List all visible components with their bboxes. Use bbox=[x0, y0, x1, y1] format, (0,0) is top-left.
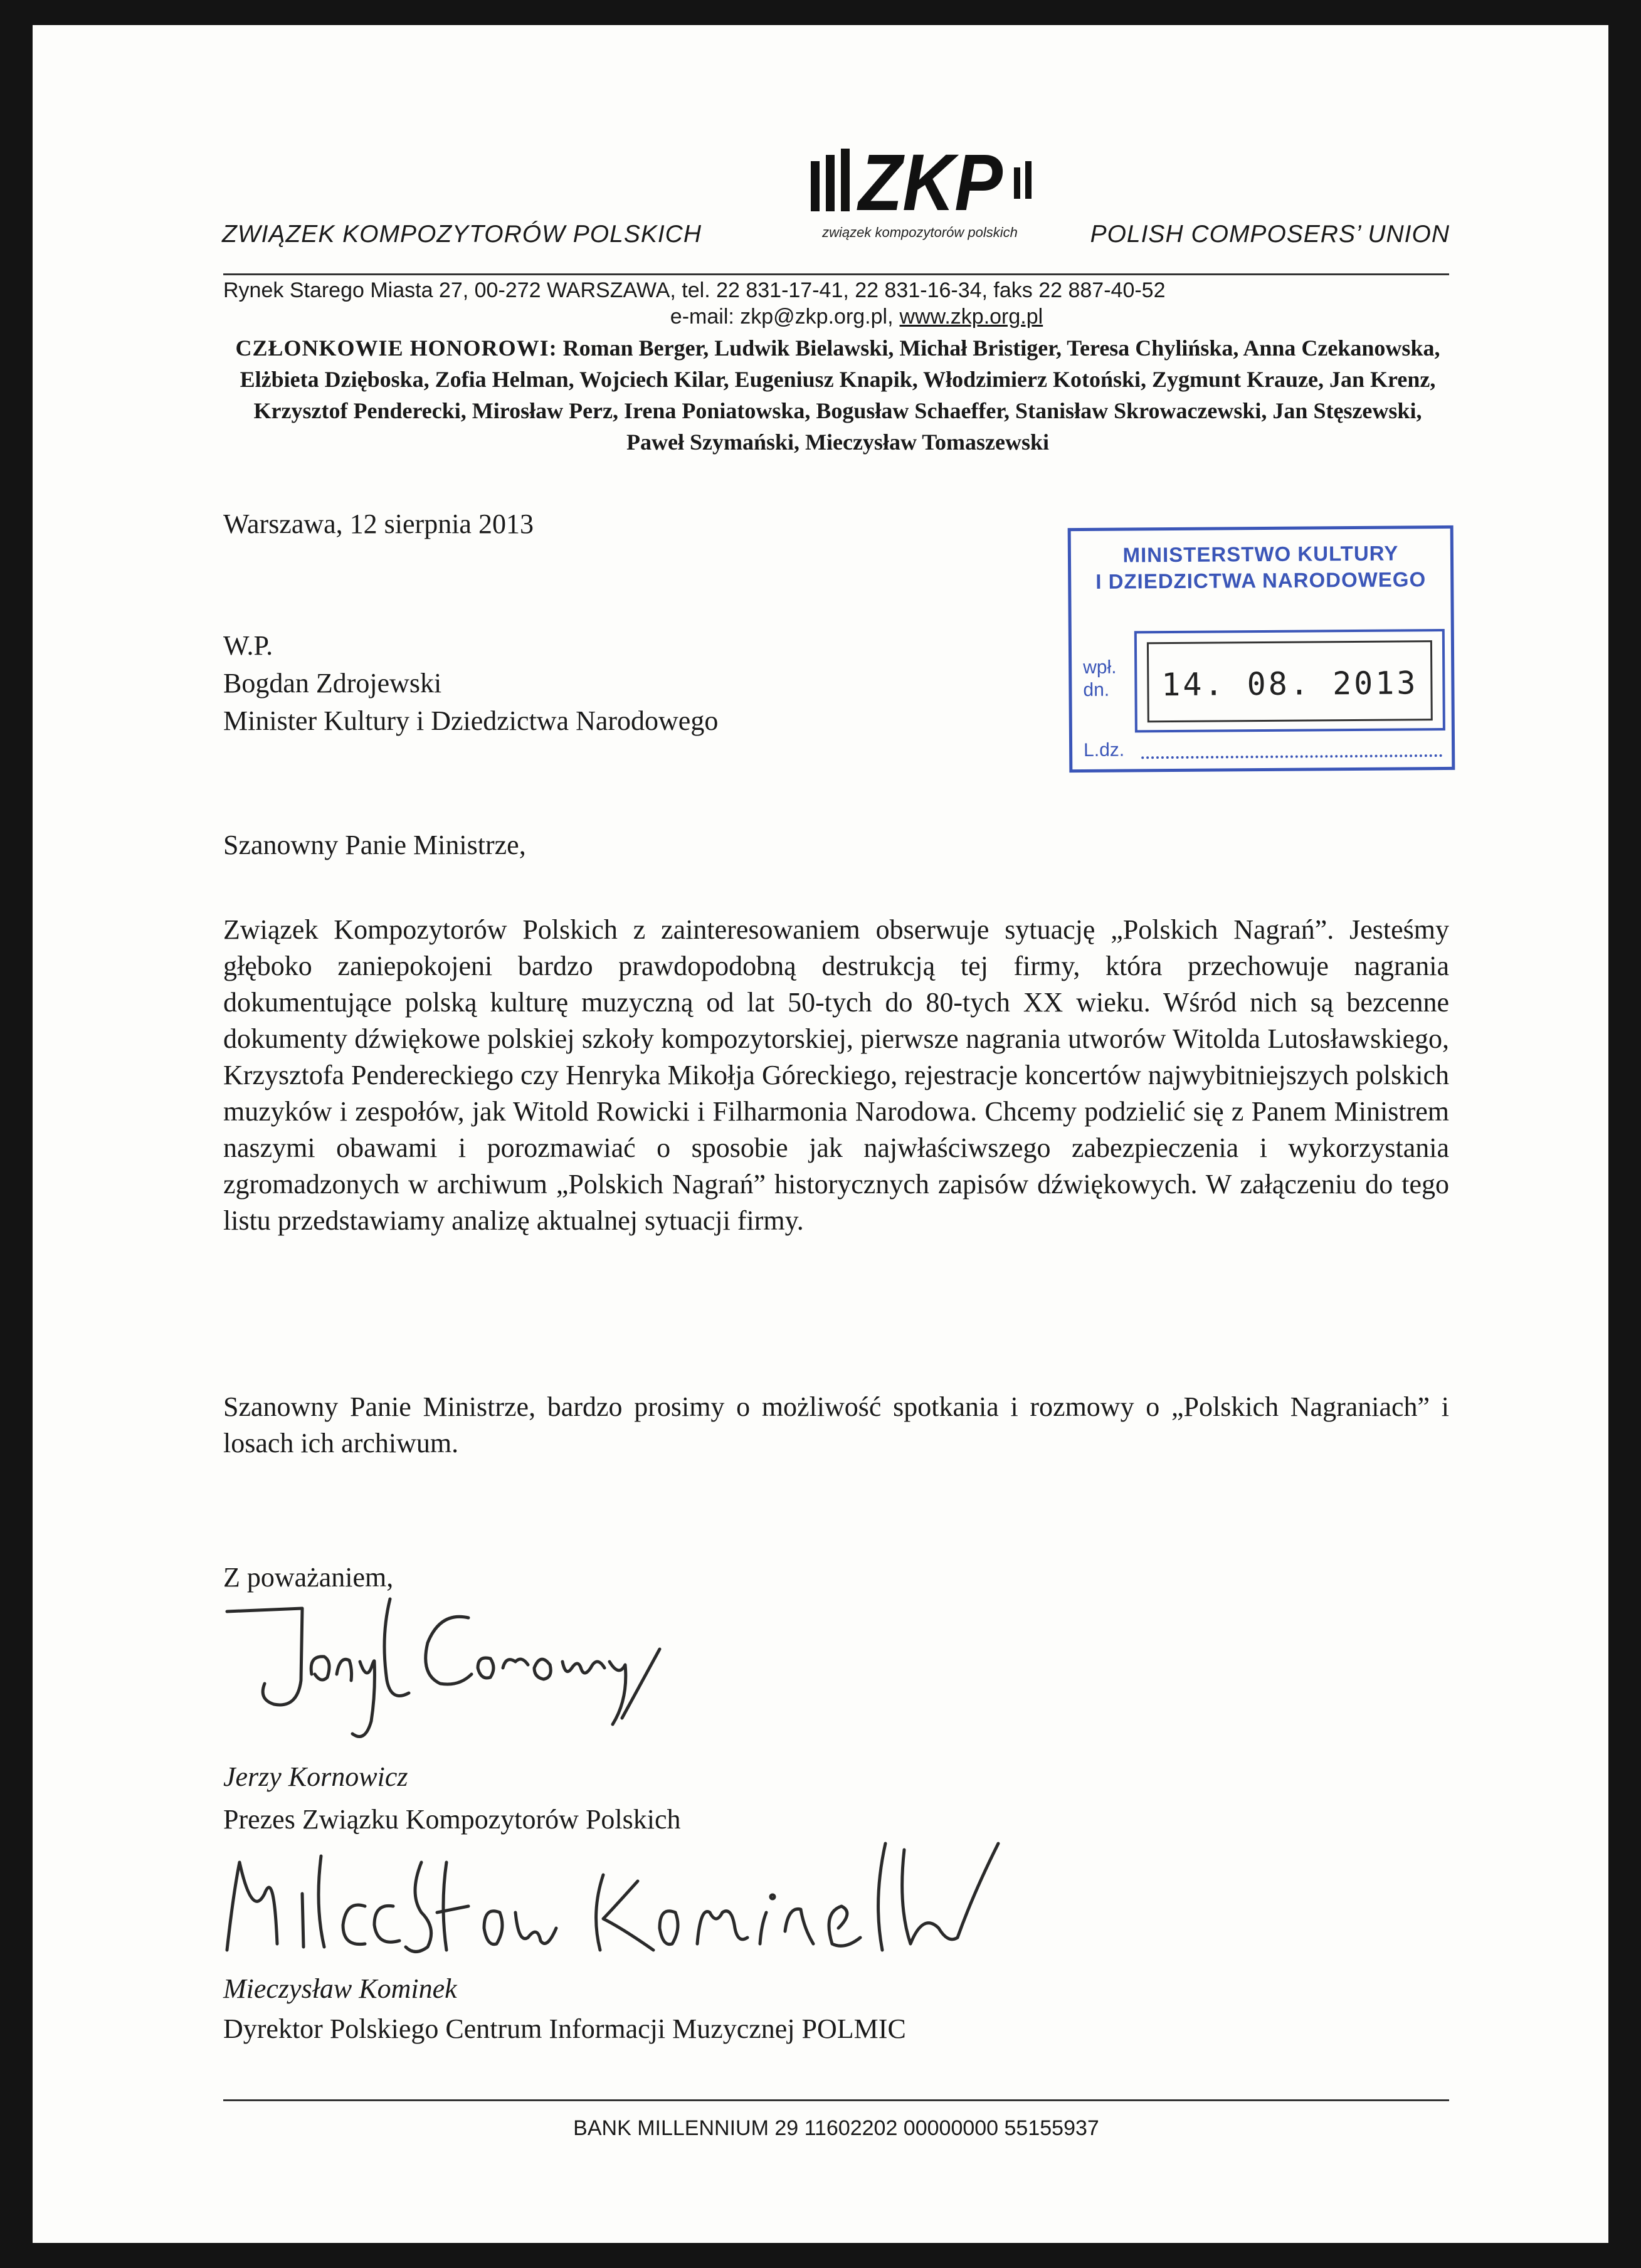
email-text: e-mail: zkp@zkp.org.pl, bbox=[670, 305, 894, 329]
signatory-2-role: Dyrektor Polskiego Centrum Informacji Muzycznej POLMIC bbox=[223, 2013, 906, 2044]
closing: Z poważaniem, bbox=[223, 1562, 394, 1593]
signatory-2-name: Mieczysław Kominek bbox=[223, 1973, 457, 2004]
zkp-logo bbox=[807, 122, 1058, 238]
recipient-name: Bogdan Zdrojewski bbox=[223, 668, 442, 699]
signatory-1-name: Jerzy Kornowicz bbox=[223, 1761, 408, 1792]
contact-line bbox=[223, 305, 1415, 329]
stamp-date-frame bbox=[1147, 640, 1433, 722]
stamp-title-line1: MINISTERSTWO KULTURY bbox=[1122, 541, 1399, 567]
honorary-list: Roman Berger, Ludwik Bielawski, Michał Bristiger, Teresa Chylińska, Anna Czekanowska, Elżbieta Dzięboska, Zofia Helman, Wojciech Kilar, Eugeniusz Knapik, Włodzimierz Kotoński, Zygmunt Krauze, Jan Krenz, Krzysztof Penderecki, Mirosław Perz, Irena Poniatowska, Bogusław Schaeffer, Stanisław Skrowaczewski, Jan Stęszewski, Paweł Szymański, Mieczysław Tomaszewski bbox=[240, 335, 1440, 455]
logo-subtitle: związek kompozytorów polskich bbox=[822, 224, 1018, 240]
stamp-title bbox=[1071, 540, 1451, 595]
recipient-honorific: W.P. bbox=[223, 630, 273, 661]
ministry-received-stamp bbox=[1068, 525, 1455, 773]
honorary-members bbox=[223, 332, 1452, 458]
address-line: Rynek Starego Miasta 27, 00-272 WARSZAWA, tel. 22 831-17-41, 22 831-16-34, faks 22 887-40-52 bbox=[223, 278, 1166, 302]
stamp-dn-label: dn. bbox=[1083, 679, 1110, 700]
honorary-label: CZŁONKOWIE HONOROWI: bbox=[235, 335, 557, 361]
stamp-date: 14. 08. 2013 bbox=[1161, 665, 1418, 704]
stamp-ldz-label: L.dz. bbox=[1084, 739, 1125, 761]
signatory-1-role: Prezes Związku Kompozytorów Polskich bbox=[223, 1804, 681, 1835]
body-paragraph-2: Szanowny Panie Ministrze, bardzo prosimy o możliwość spotkania i rozmowy o „Polskich Nagraniach” i losach ich archiwum. bbox=[223, 1391, 1449, 1458]
svg-text:ZKP: ZKP bbox=[857, 138, 1003, 228]
stamp-ldz-dots bbox=[1141, 754, 1442, 759]
bank-account: BANK MILLENNIUM 29 11602202 00000000 55155937 bbox=[573, 2116, 1099, 2140]
footer-rule bbox=[223, 2099, 1449, 2101]
org-name-pl: ZWIĄZEK KOMPOZYTORÓW POLSKICH bbox=[222, 221, 702, 248]
org-name-en: POLISH COMPOSERS’ UNION bbox=[1090, 221, 1450, 248]
recipient-block bbox=[223, 627, 1038, 740]
letter-page bbox=[33, 25, 1608, 2243]
header-rule bbox=[223, 273, 1449, 275]
recipient-title: Minister Kultury i Dziedzictwa Narodowego bbox=[223, 705, 719, 736]
salutation: Szanowny Panie Ministrze, bbox=[223, 830, 526, 860]
stamp-wpl-label: wpł. bbox=[1083, 657, 1117, 678]
website-link[interactable]: www.zkp.org.pl bbox=[899, 305, 1043, 329]
body-paragraph-1: Związek Kompozytorów Polskich z zainteresowaniem obserwuje sytuację „Polskich Nagrań”. Jesteśmy głęboko zaniepokojeni bardzo prawdopodobną destrukcją tej firmy, która przechowuje nagrania dokumentujące polską kulturę muzyczną od lat 50-tych do 80-tych XX wieku. Wśród nich są bezcenne dokumenty dźwiękowe polskiej szkoły kompozytorskiej, pierwsze nagrania utworów Witolda Lutosławskiego, Krzysztofa Pendereckiego czy Henryka Mikołja Góreckiego, rejestracje koncertów najwybitniejszych polskich muzyków i zespołów, jak Witold Rowicki i Filharmonia Narodowa. Chcemy podzielić się z Panem Ministrem naszymi obawami i porozmawiać o sposobie jak najwłaściwszego zabezpieczenia i wykorzystania zgromadzonych w archiwum „Polskich Nagrań” historycznych zapisów dźwiękowych. W załączeniu do tego listu przedstawiamy analizę aktualnej sytuacji firmy. bbox=[223, 914, 1449, 1236]
signature-kominek bbox=[221, 1818, 1174, 1981]
stamp-received-label bbox=[1083, 657, 1117, 702]
signature-kornowicz bbox=[221, 1574, 697, 1775]
letter-date: Warszawa, 12 sierpnia 2013 bbox=[223, 509, 534, 539]
stamp-title-line2: I DZIEDZICTWA NARODOWEGO bbox=[1095, 567, 1427, 593]
stamp-date-box bbox=[1134, 629, 1445, 732]
